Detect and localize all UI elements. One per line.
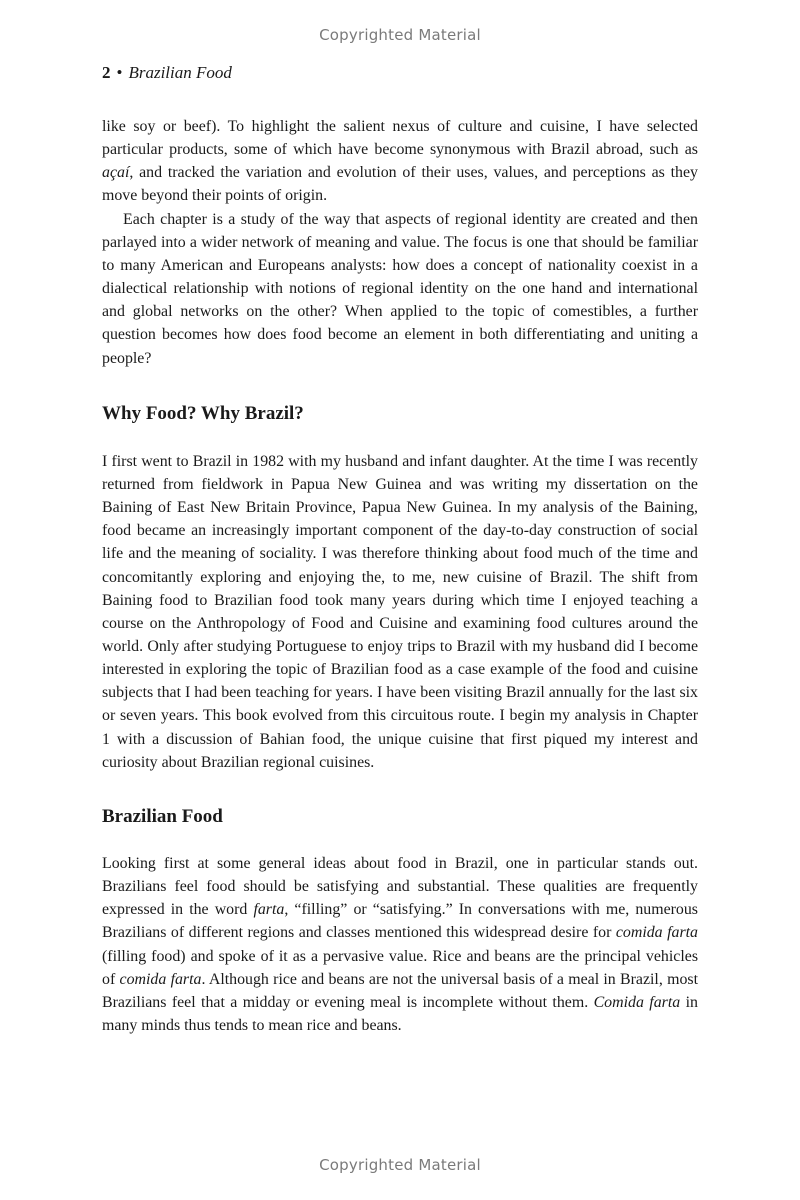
- text-run: , “filling” or “satisfying.” In conversations with me, numerous Brazilians of different regions and classes mentioned this widespread desire for: [102, 901, 698, 942]
- text-run: like soy or beef). To highlight the salient nexus of culture and cuisine, I have selected particular products, some of which have become synonymous with Brazil abroad, such as: [102, 118, 698, 159]
- bullet-separator: •: [116, 63, 123, 82]
- section-heading-brazilian-food: Brazilian Food: [102, 805, 223, 827]
- text-run: . Although rice and beans are not the universal basis of a meal in Brazil, most Brazilians feel that a midday or evening meal is incomplete without them.: [102, 970, 698, 1011]
- paragraph-chapter-study: Each chapter is a study of the way that aspects of regional identity are created and then parlayed into a wider network of meaning and value. The focus is one that should be familiar to many American and Europeans analysts: how does a concept of nationality coexist in a dialectical relationship with notions of regional identity on the one hand and international and global networks on the other? When applied to the topic of comestibles, a further question becomes how does food become an element in both differentiating and uniting a people?: [102, 210, 698, 367]
- italic-term: comida farta: [615, 924, 698, 942]
- running-head: [102, 63, 232, 83]
- section-heading-why-food: Why Food? Why Brazil?: [102, 402, 304, 424]
- text-run: , and tracked the variation and evolution of their uses, values, and perceptions as they move beyond their points of origin.: [102, 164, 698, 205]
- paragraph-looking-first: [102, 852, 698, 1037]
- italic-term: comida farta: [119, 970, 202, 988]
- copyright-watermark-top: Copyrighted Material: [319, 26, 481, 44]
- text-run: Looking first at some general ideas about food in Brazil, one in particular stands out. Brazilians feel food should be satisfying and substantial. These qualities are frequently expressed in the word: [102, 854, 698, 919]
- text-run: in many minds thus tends to mean rice and beans.: [102, 993, 698, 1034]
- italic-term: açaí: [102, 164, 130, 182]
- paragraph-first-went: I first went to Brazil in 1982 with my husband and infant daughter. At the time I was recently returned from fieldwork in Papua New Guinea and was writing my dissertation on the Baining of East New Britain Province, Papua New Guinea. In my analysis of the Baining, food became an increasingly important component of the day-to-day construction of social life and the meaning of sociality. I was therefore thinking about food much of the time and concomitantly exploring and enjoying the, to me, new cuisine of Brazil. The shift from Baining food to Brazilian food took many years during which time I enjoyed teaching a course on the Anthropology of Food and Cuisine and examining food cultures around the world. Only after studying Portuguese to enjoy trips to Brazil with my husband did I become interested in exploring the topic of Brazilian food as a case example of the food and cuisine subjects that I had been teaching for years. I have been visiting Brazil annually for the last six or seven years. This book evolved from this circuitous route. I begin my analysis in Chapter 1 with a discussion of Bahian food, the unique cuisine that first piqued my interest and curiosity about Brazilian regional cuisines.: [102, 452, 698, 771]
- text-run: (filling food) and spoke of it as a pervasive value. Rice and beans are the principal vehicles of: [102, 947, 698, 988]
- book-title: Brazilian Food: [128, 63, 232, 82]
- page-body: [102, 115, 698, 1037]
- copyright-watermark-bottom: Copyrighted Material: [319, 1156, 481, 1174]
- italic-term: farta: [253, 901, 285, 919]
- italic-term: Comida farta: [593, 993, 681, 1011]
- page-number: 2: [102, 63, 111, 82]
- paragraph-continuation: [102, 115, 698, 208]
